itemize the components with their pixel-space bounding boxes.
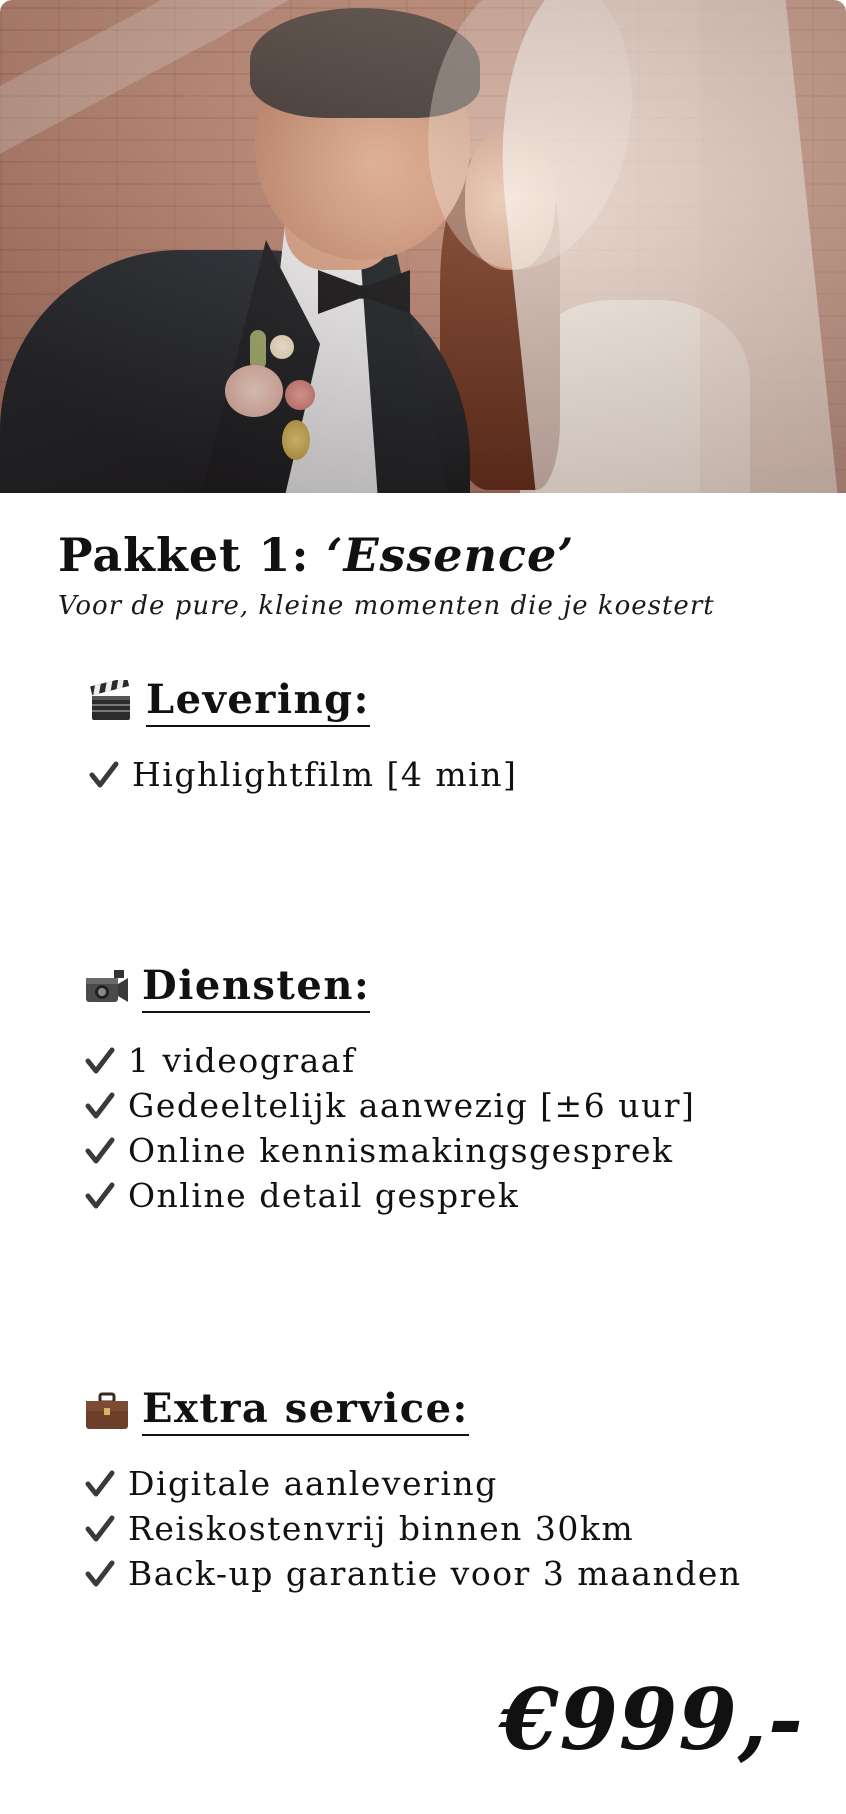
video-camera-icon	[84, 965, 130, 1011]
section-title: Extra service:	[142, 1386, 469, 1436]
checkmark-icon	[84, 1468, 116, 1500]
checkmark-icon	[84, 1558, 116, 1590]
section-extra-service	[84, 1383, 742, 1596]
checkmark-icon	[84, 1180, 116, 1212]
package-title-prefix: Pakket 1:	[58, 528, 327, 582]
briefcase-icon	[84, 1388, 130, 1434]
list-item: Online detail gesprek	[84, 1173, 695, 1218]
checkmark-icon	[84, 1513, 116, 1545]
list-item: 1 videograaf	[84, 1038, 695, 1083]
section-diensten	[84, 960, 695, 1218]
list-item: Digitale aanlevering	[84, 1461, 742, 1506]
checkmark-icon	[84, 1090, 116, 1122]
list-item: Highlightfilm [4 min]	[88, 752, 517, 797]
package-title-name: ‘Essence’	[326, 528, 575, 582]
list-item: Online kennismakingsgesprek	[84, 1128, 695, 1173]
list-item: Back-up garantie voor 3 maanden	[84, 1551, 742, 1596]
package-price: €999,-	[500, 1670, 804, 1769]
list-item: Gedeeltelijk aanwezig [±6 uur]	[84, 1083, 695, 1128]
checkmark-icon	[88, 759, 120, 791]
wedding-couple-photo	[0, 0, 846, 493]
section-levering	[88, 674, 517, 797]
section-title: Levering:	[146, 677, 370, 727]
clapperboard-icon	[88, 679, 134, 725]
section-title: Diensten:	[142, 963, 370, 1013]
package-title	[58, 528, 574, 582]
checkmark-icon	[84, 1135, 116, 1167]
checkmark-icon	[84, 1045, 116, 1077]
package-subtitle: Voor de pure, kleine momenten die je koestert	[58, 591, 715, 621]
list-item: Reiskostenvrij binnen 30km	[84, 1506, 742, 1551]
